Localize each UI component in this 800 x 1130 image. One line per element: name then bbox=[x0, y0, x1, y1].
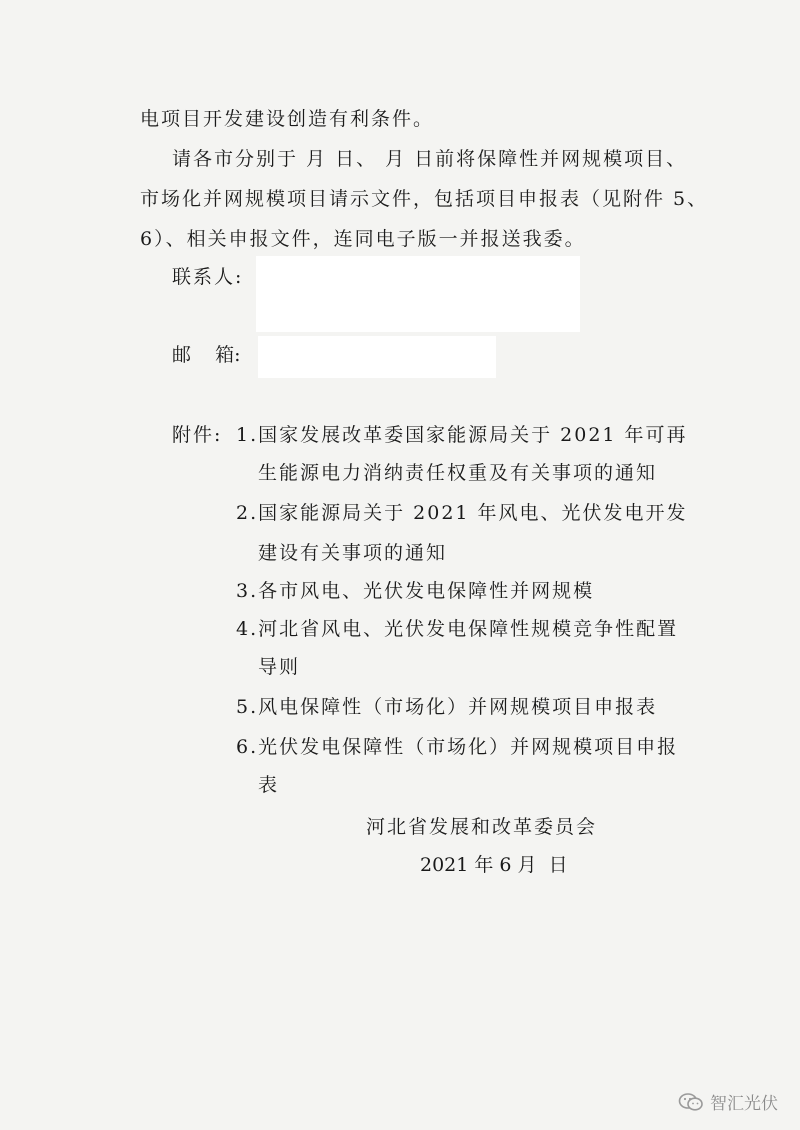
attachment-item-6-line-2: 表 bbox=[258, 774, 280, 796]
paragraph-1-tail: 电项目开发建设创造有利条件。 bbox=[140, 108, 435, 130]
attachment-item-2-line-1: 2.国家能源局关于 2021 年风电、光伏发电开发 bbox=[236, 502, 688, 524]
contact-redaction bbox=[256, 256, 580, 332]
attachment-item-4-line-1: 4.河北省风电、光伏发电保障性规模竞争性配置 bbox=[236, 618, 679, 640]
attachment-item-1-line-2: 生能源电力消纳责任权重及有关事项的通知 bbox=[258, 462, 658, 484]
paragraph-2-line-1: 请各市分别于 月 日、 月 日前将保障性并网规模项目、 bbox=[172, 148, 688, 170]
attachment-item-5-line-1: 5.风电保障性（市场化）并网规模项目申报表 bbox=[236, 696, 658, 718]
signature-date: 2021 年 6 月 日 bbox=[420, 854, 568, 876]
paragraph-2-line-2: 市场化并网规模项目请示文件，包括项目申报表（见附件 5、 bbox=[140, 188, 709, 210]
watermark bbox=[678, 1089, 778, 1114]
watermark-text: 智汇光伏 bbox=[710, 1094, 778, 1114]
attachments-label: 附件: bbox=[172, 424, 223, 446]
email-label: 邮 箱: bbox=[172, 344, 241, 366]
attachment-item-3-line-1: 3.各市风电、光伏发电保障性并网规模 bbox=[236, 580, 595, 602]
paragraph-2-line-3: 6）、相关申报文件，连同电子版一并报送我委。 bbox=[140, 228, 586, 250]
attachment-item-6-line-1: 6.光伏发电保障性（市场化）并网规模项目申报 bbox=[236, 736, 679, 758]
attachment-item-2-line-2: 建设有关事项的通知 bbox=[258, 542, 448, 564]
signature-org: 河北省发展和改革委员会 bbox=[366, 816, 598, 838]
attachment-item-4-line-2: 导则 bbox=[258, 656, 301, 678]
attachment-item-1-line-1: 1.国家发展改革委国家能源局关于 2021 年可再 bbox=[236, 424, 688, 446]
wechat-icon bbox=[678, 1092, 704, 1112]
email-redaction bbox=[258, 336, 496, 378]
contact-label: 联系人: bbox=[172, 266, 244, 288]
